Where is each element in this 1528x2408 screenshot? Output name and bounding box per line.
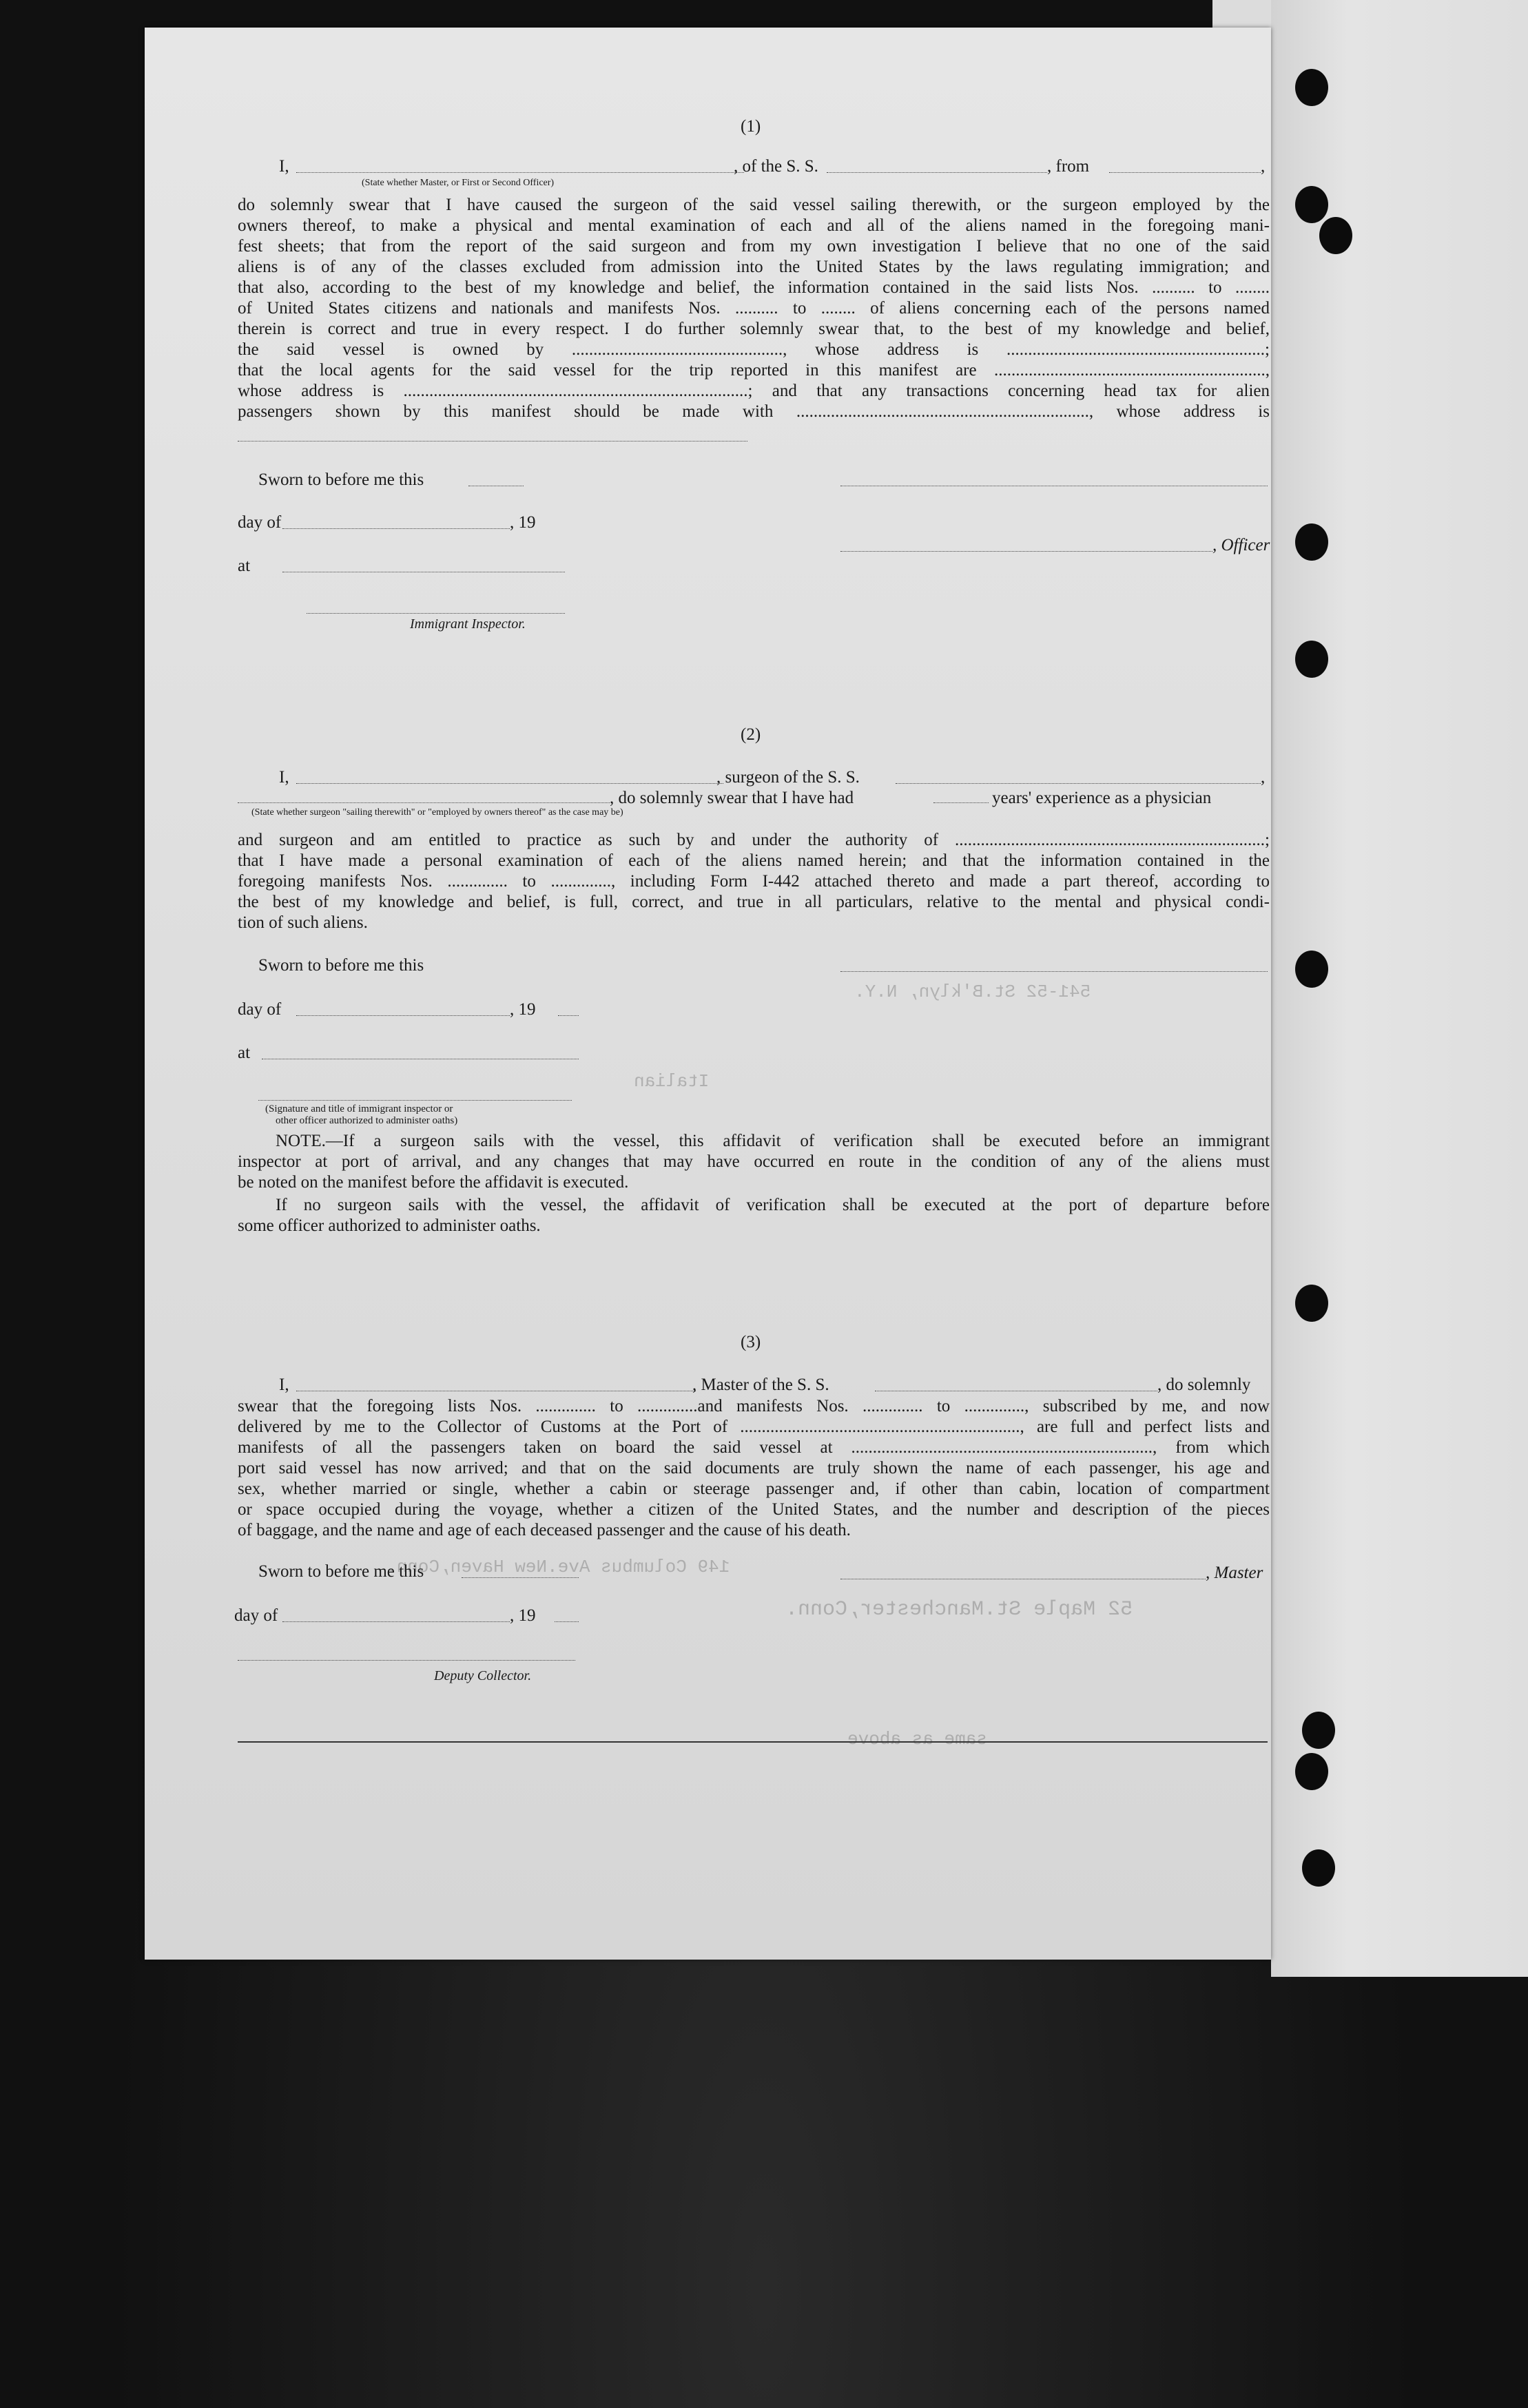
bleed-through-text: 541-52 St.B'klyn, N.Y.	[854, 982, 1091, 1002]
note-paragraph: If no surgeon sails with the vessel, the affidavit of verification shall be executed at the port of departure before	[276, 1196, 1270, 1214]
oath-paragraph: sex, whether married or single, whether a cabin or steerage passenger and, if other than cabin, location of compartment	[238, 1480, 1270, 1498]
punch-hole	[1302, 1712, 1335, 1749]
oath-paragraph: that the local agents for the said vessel for the trip reported in this manifest are ...............................................................,	[238, 361, 1270, 380]
vessel-blank	[896, 783, 1261, 784]
oath-paragraph: that also, according to the best of my knowledge and belief, the information contained in the said lists Nos. .......... to ........	[238, 278, 1270, 297]
oath-paragraph: and surgeon and am entitled to practice as such by and under the authority of ........................................................................;	[238, 831, 1270, 849]
day-label: day of	[234, 1606, 278, 1625]
punch-hole	[1295, 69, 1328, 106]
oath-paragraph: of baggage, and the name and age of each deceased passenger and the cause of his death.	[238, 1521, 851, 1539]
bleed-through-text: same as above	[847, 1729, 987, 1750]
vessel-blank	[827, 172, 1047, 173]
form-bottom-rule	[238, 1741, 1268, 1743]
bleed-through-text: Italian	[634, 1071, 710, 1092]
year-label: , 19	[510, 513, 536, 532]
oath-label: I,	[279, 768, 289, 787]
year-label: , 19	[510, 1000, 536, 1019]
section-number: (2)	[741, 725, 761, 744]
year-label: , 19	[510, 1606, 536, 1625]
oath-paragraph: port said vessel has now arrived; and that on the said documents are truly shown the name of each passenger, his age and	[238, 1459, 1270, 1477]
oath-label: , of the S. S.	[734, 157, 818, 176]
oath-label: I,	[279, 157, 289, 176]
day-label: day of	[238, 513, 282, 532]
at-label: at	[238, 1044, 251, 1062]
surgeon-type-blank	[238, 802, 610, 803]
collector-blank	[238, 1660, 575, 1661]
address-blank	[238, 441, 747, 442]
day-blank	[282, 1621, 510, 1622]
oath-paragraph: swear that the foregoing lists Nos. .............. to ..............and manifests Nos. .............. to .............., subscribed by me, and now	[238, 1397, 1270, 1415]
field-caption: (State whether surgeon "sailing therewith" or "employed by owners thereof" as the case may be)	[251, 807, 623, 818]
at-label: at	[238, 557, 251, 575]
inspector-caption: Immigrant Inspector.	[410, 616, 526, 632]
sworn-label: Sworn to before me this	[258, 470, 424, 489]
punch-hole	[1295, 1285, 1328, 1322]
day-label: day of	[238, 1000, 282, 1019]
oath-label: , do solemnly swear that I have had	[610, 789, 854, 807]
day-blank	[282, 528, 510, 529]
oath-label: ,	[1261, 768, 1266, 787]
punch-hole	[1295, 186, 1328, 223]
oath-label: , from	[1047, 157, 1090, 176]
punch-hole	[1319, 217, 1352, 254]
collector-caption: Deputy Collector.	[434, 1668, 532, 1683]
note-paragraph: inspector at port of arrival, and any changes that may have occurred en route in the condition of any of the aliens must	[238, 1152, 1270, 1171]
punch-hole	[1302, 1849, 1335, 1887]
oath-paragraph: tion of such aliens.	[238, 913, 368, 932]
oath-label: years' experience as a physician	[992, 789, 1212, 807]
oath-paragraph: owners thereof, to make a physical and mental examination of each and all of the aliens named in the foregoing mani-	[238, 216, 1270, 235]
inspector-blank	[307, 613, 565, 614]
name-blank	[296, 172, 744, 173]
day-blank	[296, 1015, 510, 1016]
section-number: (3)	[741, 1333, 761, 1351]
oath-paragraph: of United States citizens and nationals and manifests Nos. .......... to ........ of aliens concerning each of the persons named	[238, 299, 1270, 318]
port-blank	[1109, 172, 1261, 173]
name-blank	[296, 783, 723, 784]
oath-paragraph: that I have made a personal examination of each of the aliens named herein; and that the information contained in the	[238, 851, 1270, 870]
year-blank	[555, 1621, 579, 1622]
punch-hole	[1295, 951, 1328, 988]
signature-blank	[840, 971, 1268, 972]
oath-paragraph: therein is correct and true in every respect. I do further solemnly swear that, to the best of my knowledge and belief,	[238, 320, 1270, 338]
officer-label: , Officer	[1212, 536, 1270, 554]
oath-paragraph: manifests of all the passengers taken on board the said vessel at ......................................................................, from which	[238, 1438, 1270, 1457]
oath-paragraph: foregoing manifests Nos. .............. to .............., including Form I-442 attached thereto and made a part thereof, according to	[238, 872, 1270, 891]
punch-hole	[1295, 1753, 1328, 1790]
date-blank	[462, 1577, 579, 1578]
sworn-label: Sworn to before me this	[258, 1562, 424, 1581]
oath-paragraph: or space occupied during the voyage, whether a citizen of the United States, and the number and description of the pieces	[238, 1500, 1270, 1519]
note-paragraph: some officer authorized to administer oaths.	[238, 1216, 541, 1235]
oath-paragraph: passengers shown by this manifest should be made with ...................................................................., whose address is	[238, 402, 1270, 421]
note-paragraph: NOTE.—If a surgeon sails with the vessel, this affidavit of verification shall be executed before an immigrant	[276, 1132, 1270, 1150]
section-number: (1)	[741, 117, 761, 136]
oath-paragraph: the said vessel is owned by ................................................., whose address is ............................................................;	[238, 340, 1270, 359]
oath-paragraph: do solemnly swear that I have caused the surgeon of the said vessel sailing therewith, or the surgeon employed by the	[238, 196, 1270, 214]
bleed-through-text: 52 Maple St.Manchester,Conn.	[785, 1598, 1133, 1621]
punch-hole	[1295, 641, 1328, 678]
officer-blank	[840, 551, 1212, 552]
oath-paragraph: whose address is ................................................................................; and that any transactions concerning head tax for alien	[238, 382, 1270, 400]
oath-label: I,	[279, 1376, 289, 1394]
master-label: , Master	[1206, 1564, 1263, 1582]
years-blank	[933, 802, 989, 803]
sworn-label: Sworn to before me this	[258, 956, 424, 975]
note-paragraph: be noted on the manifest before the affidavit is executed.	[238, 1173, 629, 1192]
oath-paragraph: fest sheets; that from the report of the said surgeon and from my own investigation I believe that no one of the said	[238, 237, 1270, 256]
year-blank	[558, 1015, 579, 1016]
scanner-margin-right	[1271, 0, 1528, 1977]
inspector-blank	[258, 1100, 572, 1101]
signature-caption: (Signature and title of immigrant inspector or	[265, 1103, 453, 1114]
field-caption: (State whether Master, or First or Second Officer)	[362, 178, 555, 188]
oath-paragraph: the best of my knowledge and belief, is full, correct, and true in all particulars, relative to the mental and physical condi-	[238, 893, 1270, 911]
oath-label: ,	[1261, 157, 1266, 176]
oath-paragraph: aliens is of any of the classes excluded from admission into the United States by the laws regulating immigration; and	[238, 258, 1270, 276]
oath-label: , do solemnly	[1157, 1376, 1251, 1394]
bleed-through-text: 149 Columbus Ave.New Haven,Conn.	[386, 1557, 730, 1577]
oath-label: , surgeon of the S. S.	[716, 768, 860, 787]
oath-paragraph: delivered by me to the Collector of Customs at the Port of ................................................................., are full and perfect lists and	[238, 1418, 1270, 1436]
signature-caption: other officer authorized to administer oaths)	[276, 1115, 458, 1126]
punch-hole	[1295, 523, 1328, 561]
oath-label: , Master of the S. S.	[692, 1376, 829, 1394]
